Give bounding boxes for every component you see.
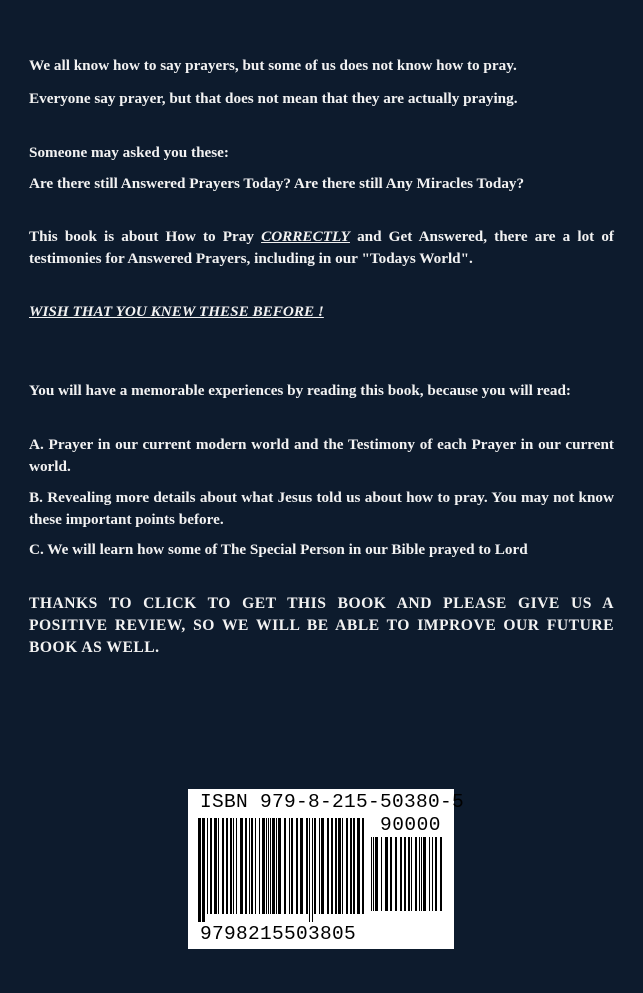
price-addon-code: 90000 bbox=[380, 814, 442, 836]
paragraph-5: This book is about How to Pray CORRECTLY and Get Answered, there are a lot of testimonies for Answered Prayers, including in our "Todays World". bbox=[29, 228, 614, 267]
barcode-digits: 9798215503805 bbox=[200, 923, 357, 945]
paragraph-1: We all know how to say prayers, but some of us does not know how to pray. bbox=[29, 57, 517, 74]
list-item-b: B. Revealing more details about what Jesus told us about how to pray. You may not know these important points before. bbox=[29, 489, 614, 528]
paragraph-4: Are there still Answered Prayers Today? Are there still Any Miracles Today? bbox=[29, 175, 525, 192]
paragraph-6: WISH THAT YOU KNEW THESE BEFORE ! bbox=[29, 303, 324, 320]
emphasis-correctly: CORRECTLY bbox=[261, 228, 350, 245]
paragraph-3: Someone may asked you these: bbox=[29, 144, 229, 161]
closing-message: THANKS TO CLICK TO GET THIS BOOK AND PLEASE GIVE US A POSITIVE REVIEW, SO WE WILL BE ABLE TO IMPROVE OUR FUTURE BOOK AS WELL. bbox=[29, 595, 614, 656]
addon-barcode-bars bbox=[371, 837, 443, 919]
paragraph-7: You will have a memorable experiences by reading this book, because you will read: bbox=[29, 382, 571, 399]
main-barcode-bars bbox=[198, 818, 366, 922]
isbn-label: ISBN 979-8-215-50380-5 bbox=[200, 791, 465, 813]
paragraph-2: Everyone say prayer, but that does not mean that they are actually praying. bbox=[29, 90, 518, 107]
list-item-c: C. We will learn how some of The Special Person in our Bible prayed to Lord bbox=[29, 541, 528, 558]
isbn-barcode bbox=[188, 789, 465, 949]
list-item-a: A. Prayer in our current modern world and the Testimony of each Prayer in our current world. bbox=[29, 436, 614, 475]
